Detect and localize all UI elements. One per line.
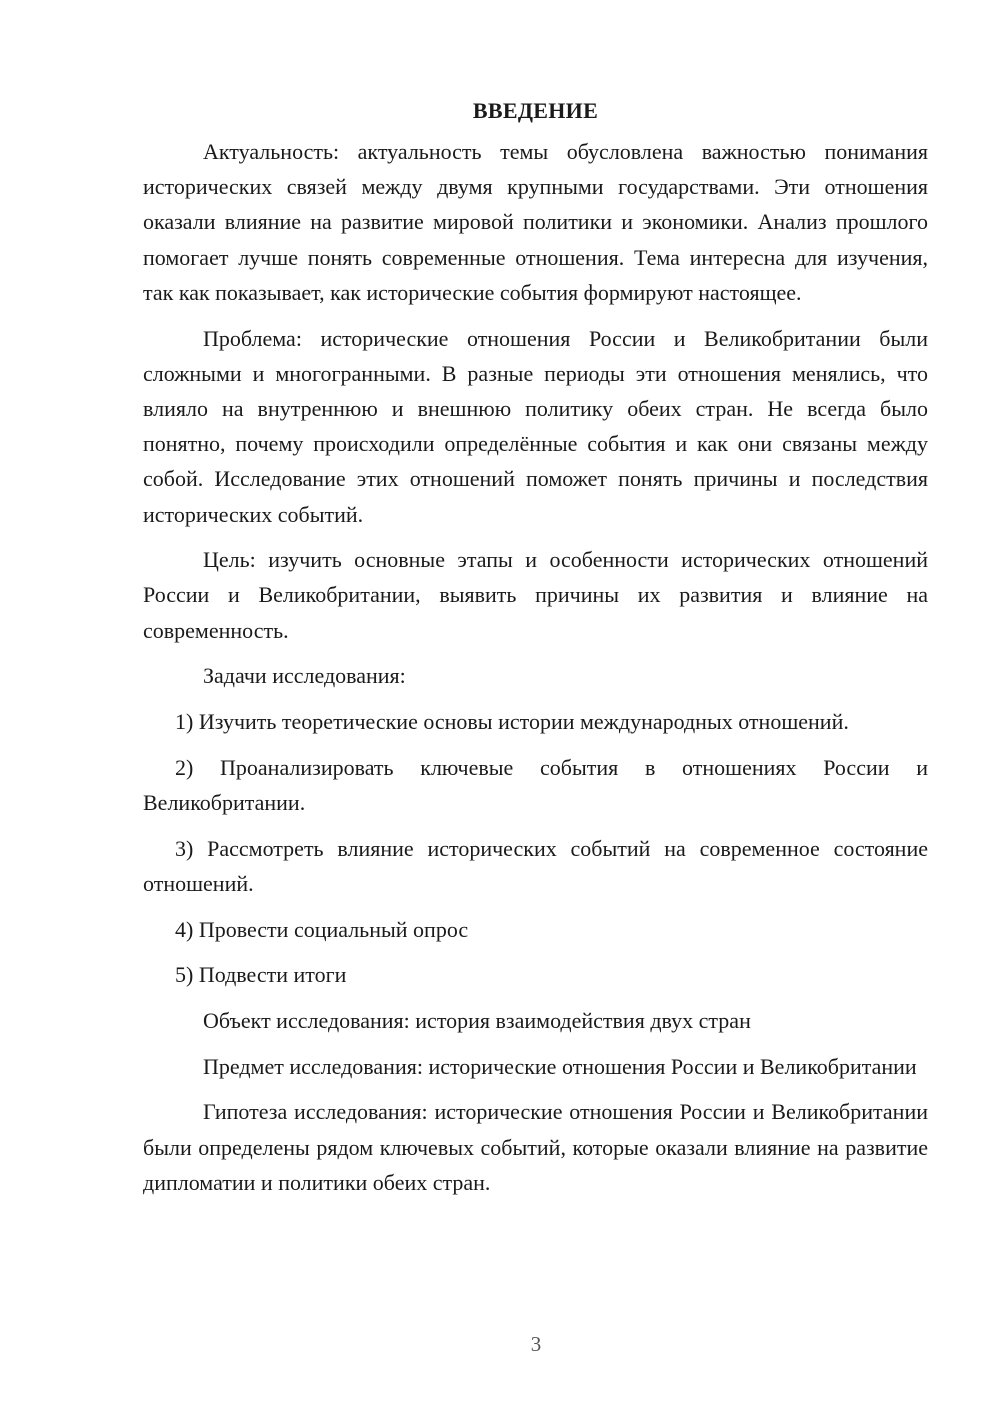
relevance-paragraph: Актуальность: актуальность темы обусловлена важностью понимания исторических связей между двумя крупными государствами. Эти отношения оказали влияние на развитие мировой политики и экономики. Анализ прошлого помогает лучше понять современные отношения. Тема интересна для изучения, так как показывает, как исторические события формируют настоящее. [143, 139, 928, 305]
task-item-1: 1) Изучить теоретические основы истории международных отношений. [175, 709, 849, 735]
task-item-5: 5) Подвести итоги [175, 962, 347, 988]
problem-paragraph: Проблема: исторические отношения России и Великобритании были сложными и многогранными. В разные периоды эти отношения менялись, что влияло на внутреннюю и внешнюю политику обеих стран. Не всегда было понятно, почему происходили определённые события и как они связаны между собой. Исследование этих отношений поможет понять причины и последствия исторических событий. [143, 325, 928, 527]
goal-paragraph: Цель: изучить основные этапы и особенности исторических отношений России и Великобритании, выявить причины их развития и влияние на современность. [143, 547, 928, 643]
hypothesis-paragraph: Гипотеза исследования: исторические отношения России и Великобритании были определены рядом ключевых событий, которые оказали влияние на развитие дипломатии и политики обеих стран. [143, 1099, 928, 1195]
page-number: 3 [530, 1332, 542, 1356]
task-item-3: 3) Рассмотреть влияние исторических событий на современное состояние отношений. [143, 835, 928, 896]
subject-paragraph: Предмет исследования: исторические отношения России и Великобритании [203, 1053, 917, 1079]
task-item-4: 4) Провести социальный опрос [175, 916, 469, 942]
section-heading: ВВЕДЕНИЕ [472, 98, 599, 123]
object-paragraph: Объект исследования: история взаимодействия двух стран [203, 1007, 751, 1033]
tasks-title: Задачи исследования: [203, 663, 406, 689]
task-item-2: 2) Проанализировать ключевые события в отношениях России и Великобритании. [143, 754, 928, 815]
page-content [143, 94, 928, 1210]
